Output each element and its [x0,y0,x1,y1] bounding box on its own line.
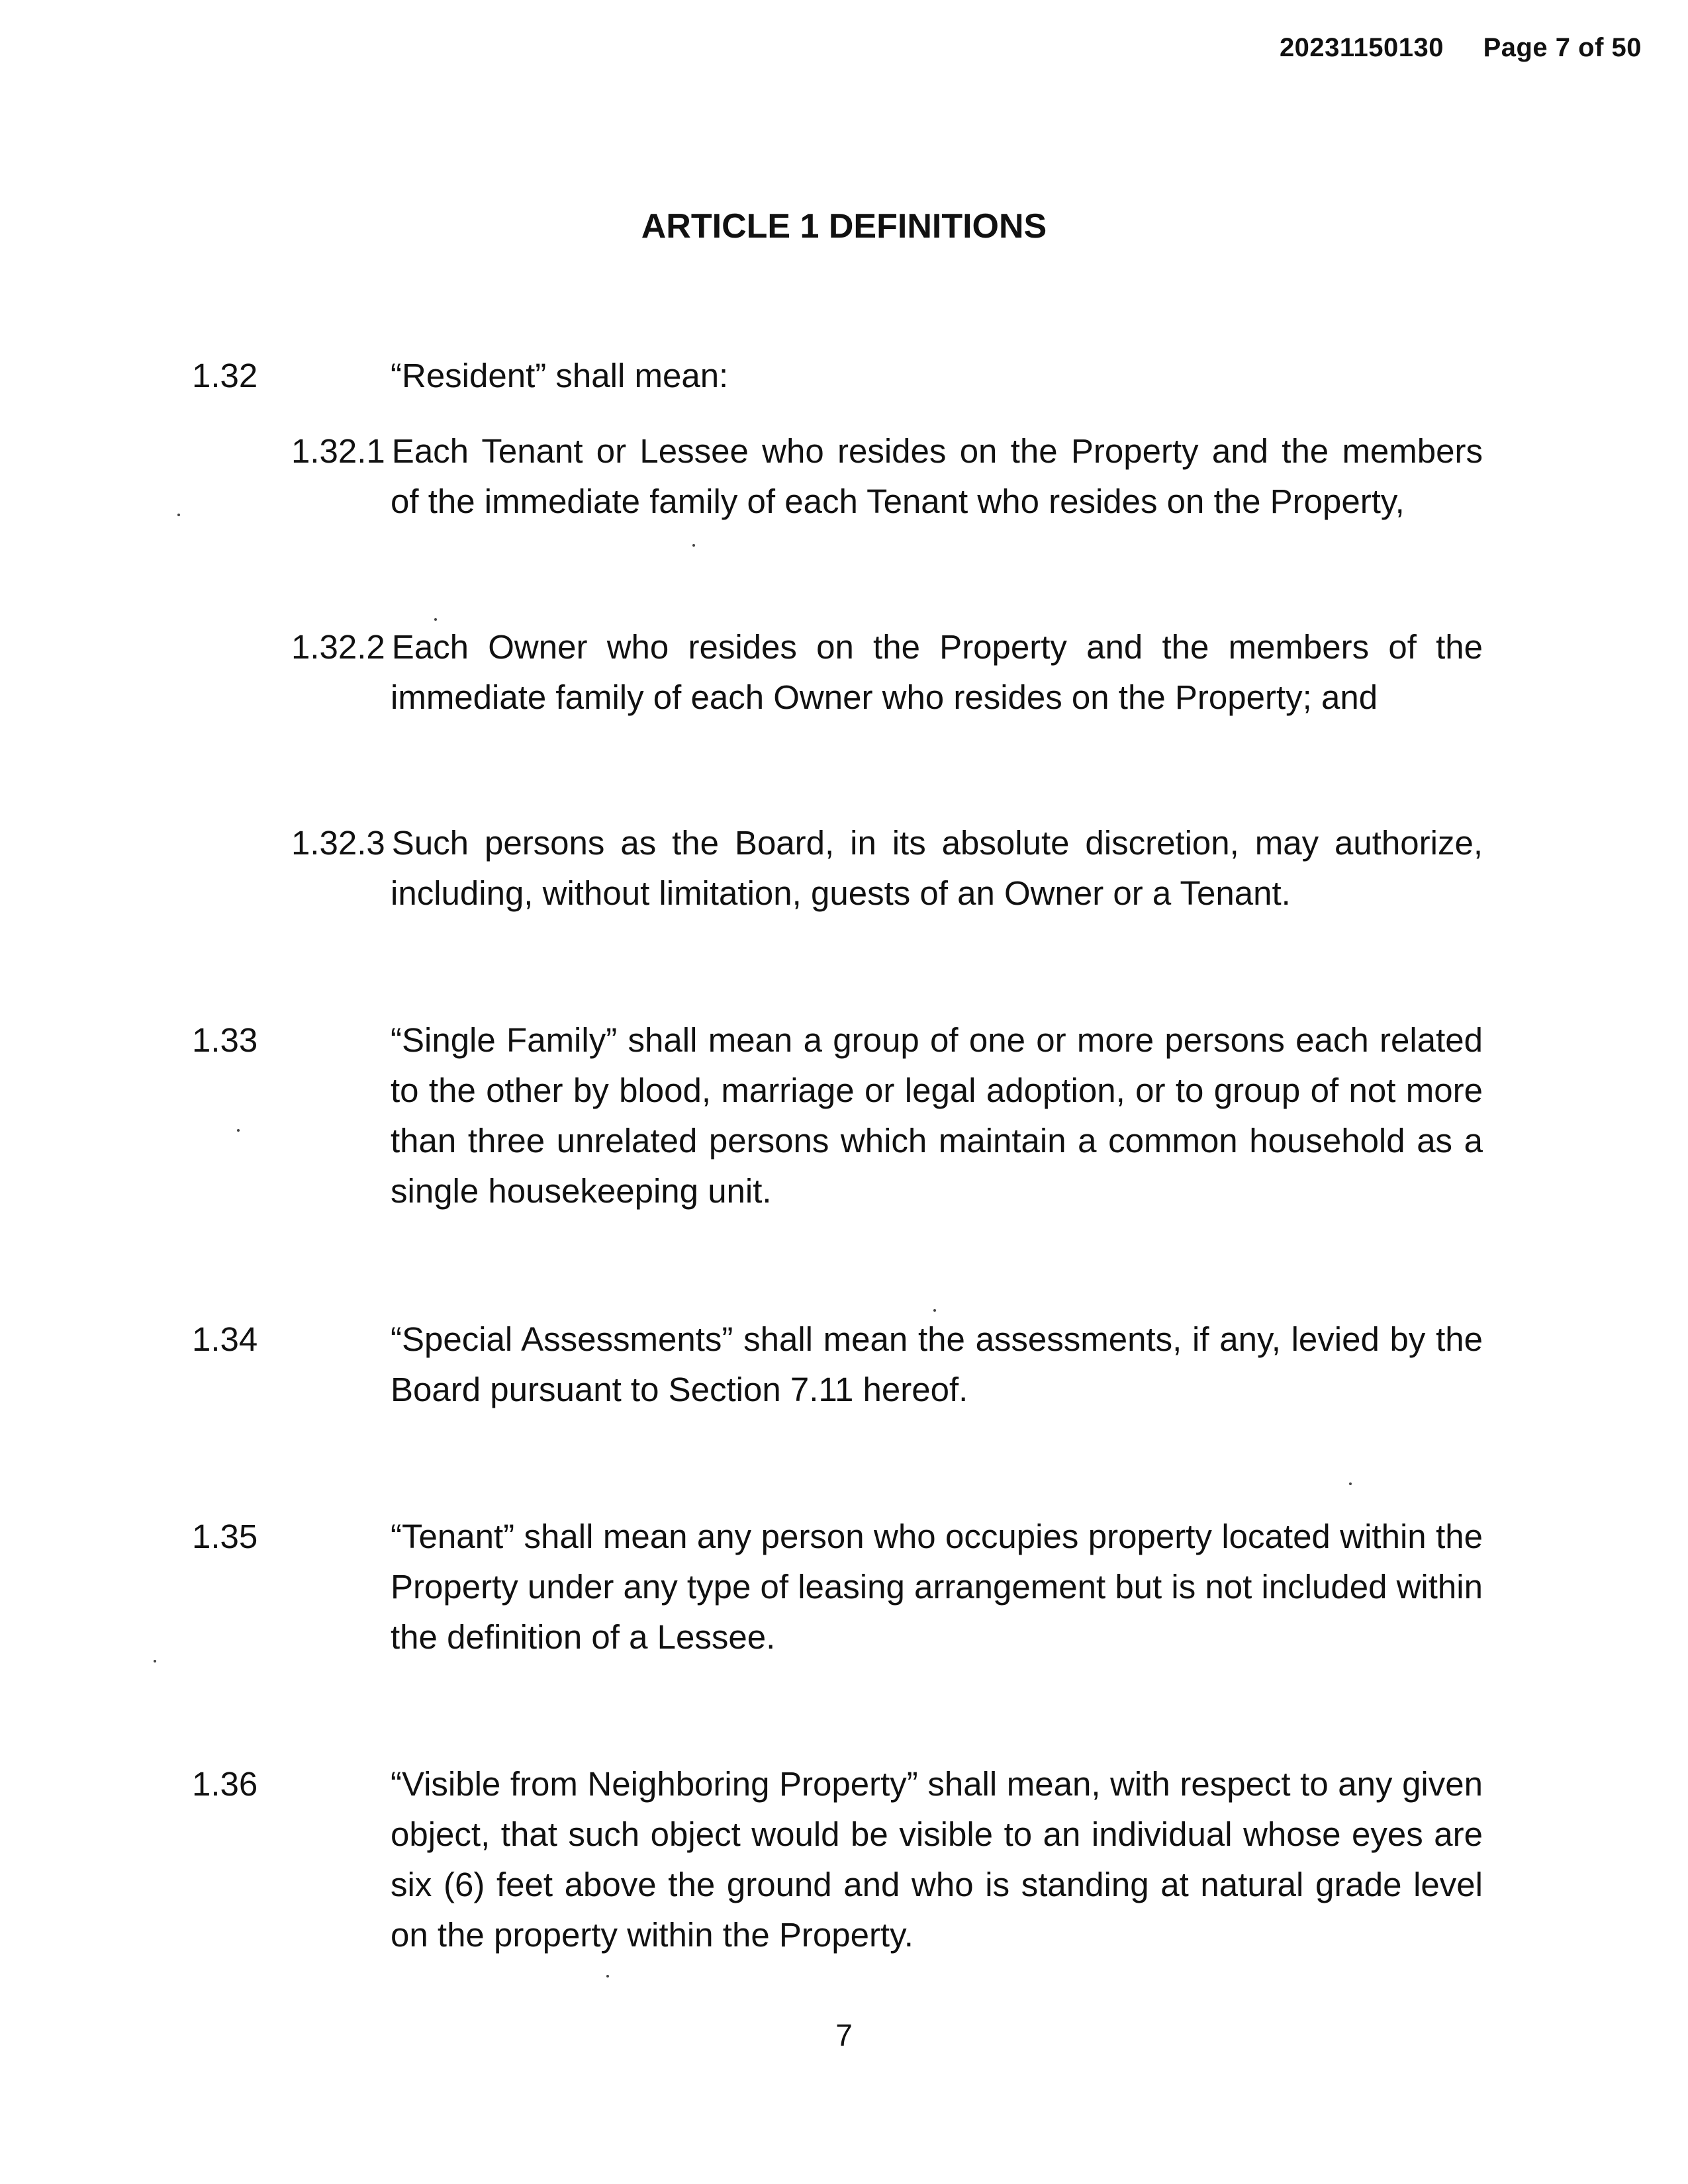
scan-speck [237,1129,240,1132]
subitem-continuation: of the immediate family of each Tenant who resides on the Property, [391,482,1405,520]
scan-speck [1349,1482,1352,1485]
definition-number: 1.33 [192,1021,258,1059]
definition-number: 1.32 [192,357,258,394]
document-number: 20231150130 [1279,33,1444,62]
scan-speck [177,514,180,516]
subitem-first-line [291,426,1483,477]
scan-speck [434,618,437,621]
subitem-number: 1.32.1 [291,432,385,470]
subitem-1-32-3 [291,818,1483,919]
page-number: 7 [835,2018,853,2052]
subitem-1-32-2 [291,622,1483,723]
definition-text: “Special Assessments” shall mean the assessments, if any, levied by the Board pursuant to Section 7.11 hereof. [391,1320,1483,1408]
scan-speck [933,1309,936,1312]
subitem-first-line [291,818,1483,868]
subitem-number: 1.32.2 [291,628,385,666]
scan-speck [154,1660,156,1662]
definition-number: 1.36 [192,1765,258,1803]
subitem-1-32-1 [291,426,1483,527]
subitem-number: 1.32.3 [291,824,385,862]
subitem-first-line-text: Each Tenant or Lessee who resides on the Property and the members [391,432,1483,470]
definition-number: 1.34 [192,1320,258,1358]
article-title: ARTICLE 1 DEFINITIONS [641,207,1047,246]
definition-text: “Visible from Neighboring Property” shall mean, with respect to any given object, that such object would be visible to an individual whose eyes are six (6) feet above the ground and who is standing at natural grade level on the property within the Property. [391,1765,1483,1954]
subitem-continuation: immediate family of each Owner who resides on the Property; and [391,678,1378,716]
subitem-first-line [291,622,1483,672]
subitem-first-line-text: Each Owner who resides on the Property and the members of the [391,628,1483,666]
scan-speck [606,1975,609,1978]
subitem-continuation: including, without limitation, guests of an Owner or a Tenant. [391,874,1291,912]
definition-number: 1.35 [192,1518,258,1555]
scan-speck [692,544,695,547]
page-count-label: Page 7 of 50 [1483,33,1642,62]
subitem-first-line-text: Such persons as the Board, in its absolute discretion, may authorize, [391,824,1483,862]
definition-text: “Single Family” shall mean a group of one or more persons each related to the other by blood, marriage or legal adoption, or to group of not more than three unrelated persons which maintain a common household as a single housekeeping unit. [391,1021,1483,1210]
page-header [1280,33,1642,63]
definition-text: “Resident” shall mean: [391,357,729,394]
definition-text: “Tenant” shall mean any person who occupies property located within the Property under any type of leasing arrangement but is not included within the definition of a Lessee. [391,1518,1483,1656]
